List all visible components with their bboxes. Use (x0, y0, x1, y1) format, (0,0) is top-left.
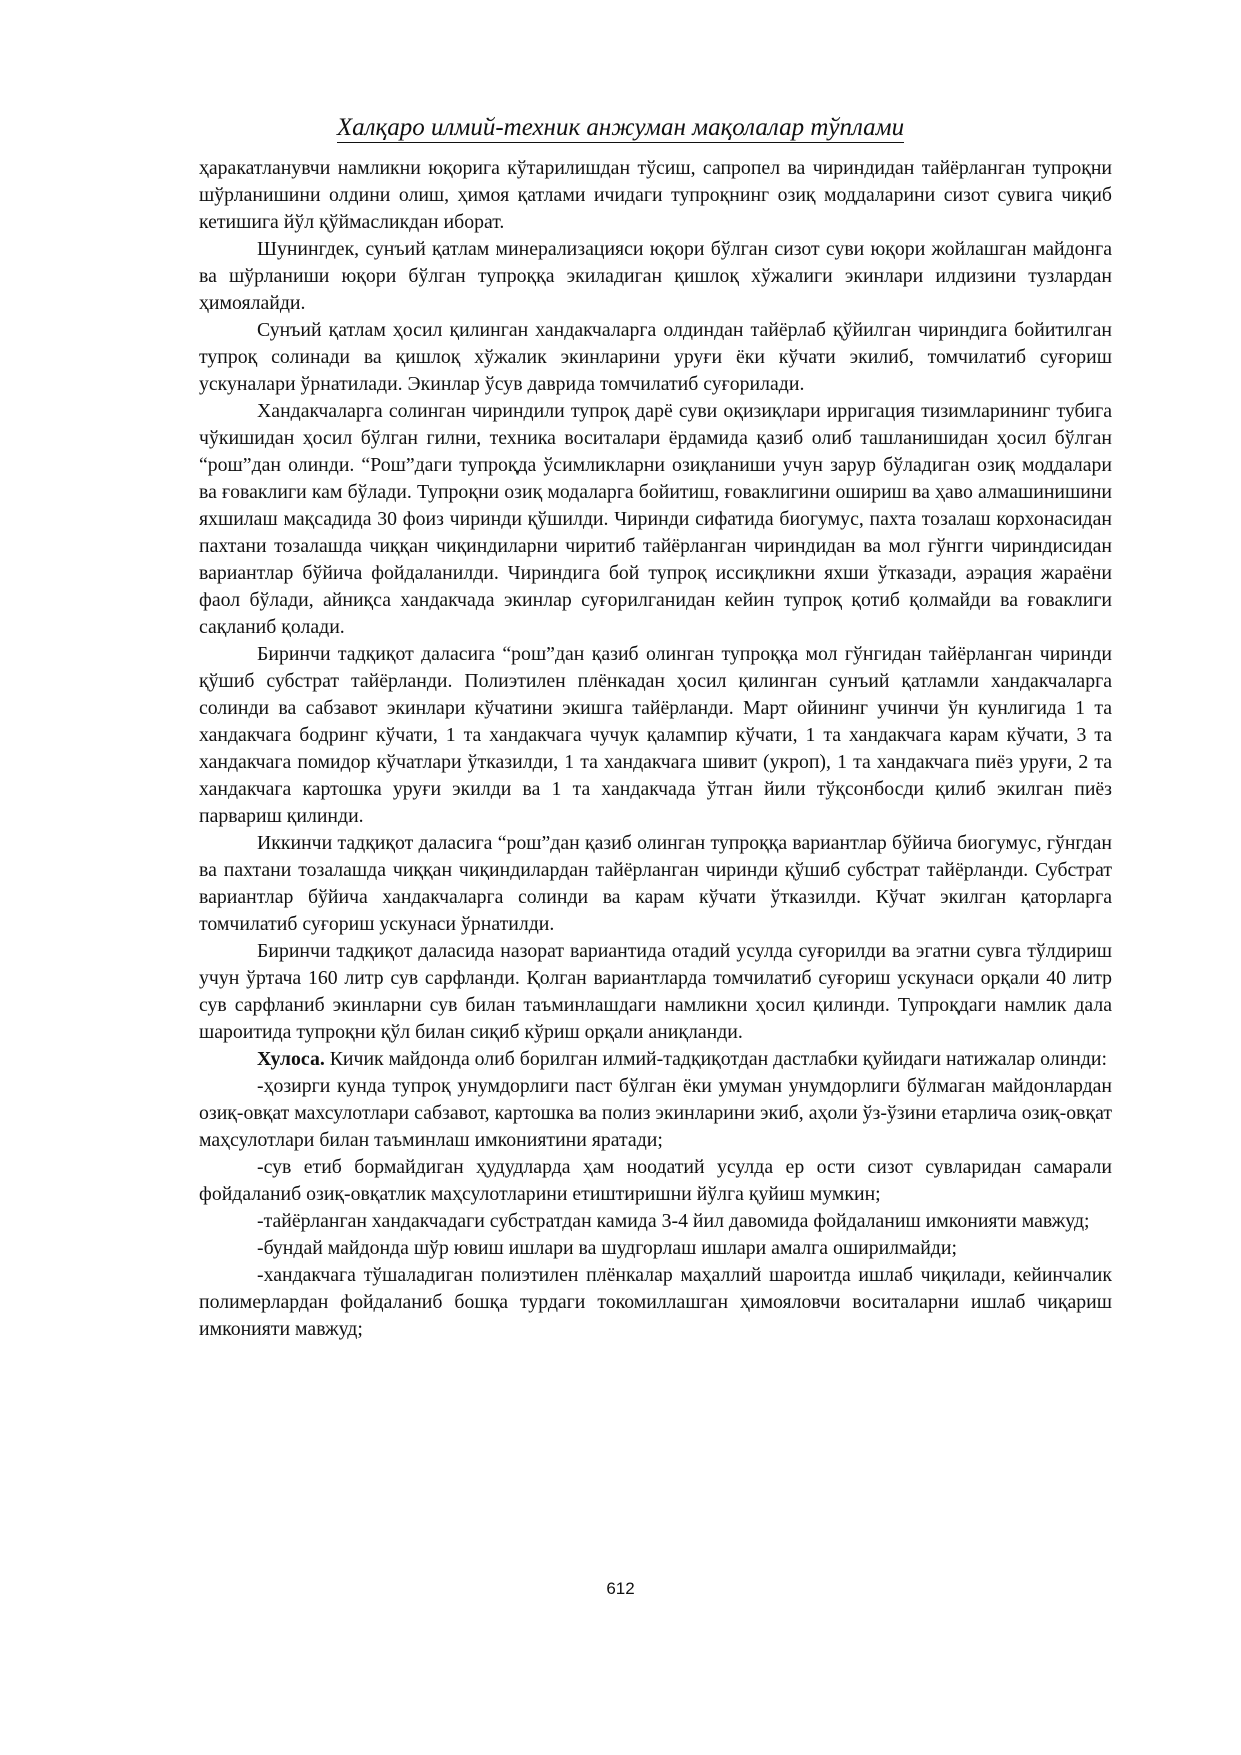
paragraph: Сунъий қатлам ҳосил қилинган хандакчаларга олдиндан тайёрлаб қўйилган чириндига бойитилган тупроқ солинади ва қишлоқ хўжалик экинларини уруғи ёки кўчати экилиб, томчилатиб суғориш ускуналари ўрнатилади. Экинлар ўсув даврида томчилатиб суғорилади. (199, 319, 1112, 395)
conclusion-item: -сув етиб бормайдиган ҳудудларда ҳам ноодатий усулда ер ости сизот сувларидан самарали фойдаланиб озиқ-овқатлик маҳсулотларини етиштиришни йўлга қуйиш мумкин; (199, 1156, 1112, 1205)
conclusion-item: -хандакчага тўшаладиган полиэтилен плёнкалар маҳаллий шароитда ишлаб чиқилади, кейинчалик полимерлардан фойдаланиб бошқа турдаги токомиллашган ҳимояловчи воситаларни ишлаб чиқариш имконияти мавжуд; (199, 1264, 1112, 1340)
conclusion-label: Хулоса. (257, 1048, 325, 1070)
conclusion-text: Кичик майдонда олиб борилган илмий-тадқиқотдан дастлабки қуйидаги натижалар олинди: (324, 1048, 1107, 1070)
paragraph: Шунингдек, сунъий қатлам минерализацияси юқори бўлган сизот суви юқори жойлашган майдонга ва шўрланиши юқори бўлган тупроққа экиладиган қишлоқ хўжалиги экинлари илдизини тузлардан ҳимоялайди. (199, 238, 1112, 314)
page-number: 612 (606, 1579, 635, 1598)
running-header-title: Халқаро илмий-техник анжуман мақолалар тўплами (336, 114, 905, 141)
article-body (199, 155, 1112, 1343)
conclusion-item: -тайёрланган хандакчадаги субстратдан камида 3-4 йил давомида фойдаланиш имконияти мавжуд; (257, 1210, 1090, 1232)
conclusion-paragraph (199, 1046, 1112, 1073)
running-header (0, 114, 1241, 142)
conclusion-item: -бундай майдонда шўр ювиш ишлари ва шудгорлаш ишлари амалга оширилмайди; (257, 1237, 957, 1259)
paragraph: Хандакчаларга солинган чириндили тупроқ дарё суви оқизиқлари ирригация тизимларининг тубига чўкишидан ҳосил бўлган гилни, техника воситалари ёрдамида қазиб олиб ташланишидан ҳосил бўлган “рош”дан олинди. “Рош”даги тупроқда ўсимликларни озиқланиши учун зарур бўладиган озиқ моддалари ва ғоваклиги кам бўлади. Тупроқни озиқ модаларга бойитиш, ғоваклигини ошириш ва ҳаво алмашинишини яхшилаш мақсадида 30 фоиз чиринди қўшилди. Чиринди сифатида биогумус, пахта тозалаш корхонасидан пахтани тозалашда чиққан чиқиндиларни чиритиб тайёрланган чириндидан ва мол гўнгги чириндисидан вариантлар бўйича фойдаланилди. Чириндига бой тупроқ иссиқликни яхши ўтказади, аэрация жараёни фаол бўлади, айниқса хандакчада экинлар суғорилганидан кейин тупроқ қотиб қолмайди ва ғоваклиги сақланиб қолади. (199, 400, 1112, 638)
conclusion-item: -ҳозирги кунда тупроқ унумдорлиги паст бўлган ёки умуман унумдорлиги бўлмаган майдонлардан озиқ-овқат махсулотлари сабзавот, картошка ва полиз экинларини экиб, аҳоли ўз-ўзини етарлича озиқ-овқат маҳсулотлари билан таъминлаш имкониятини яратади; (199, 1075, 1112, 1151)
paragraph: Биринчи тадқиқот даласига “рош”дан қазиб олинган тупроққа мол гўнгидан тайёрланган чиринди қўшиб субстрат тайёрланди. Полиэтилен плёнкадан ҳосил қилинган сунъий қатламли хандакчаларга солинди ва сабзавот экинлари кўчатини экишга тайёрланди. Март ойининг учинчи ўн кунлигида 1 та хандакчага бодринг кўчати, 1 та хандакчага чучук қалампир кўчати, 1 та хандакчага карам кўчати, 3 та хандакчага помидор кўчатлари ўтказилди, 1 та хандакчага шивит (укроп), 1 та хандакчага пиёз уруғи, 2 та хандакчага картошка уруғи экилди ва 1 та хандакчада ўтган йили тўқсонбосди қилиб экилган пиёз парвариш қилинди. (199, 643, 1112, 827)
paragraph-continuation: ҳаракатланувчи намликни юқорига кўтарилишдан тўсиш, сапропел ва чириндидан тайёрланган тупроқни шўрланишини олдини олиш, ҳимоя қатлами ичидаги тупроқнинг озиқ моддаларини сизот сувига чиқиб кетишига йўл қўймасликдан иборат. (199, 157, 1112, 233)
paragraph: Биринчи тадқиқот даласида назорат вариантида отадий усулда суғорилди ва эгатни сувга тўлдириш учун ўртача 160 литр сув сарфланди. Қолган вариантларда томчилатиб суғориш ускунаси орқали 40 литр сув сарфланиб экинларни сув билан таъминлашдаги намликни ҳосил қилинди. Тупроқдаги намлик дала шароитида тупроқни қўл билан сиқиб кўриш орқали аниқланди. (199, 940, 1112, 1043)
paragraph: Иккинчи тадқиқот даласига “рош”дан қазиб олинган тупроққа вариантлар бўйича биогумус, гўнгдан ва пахтани тозалашда чиққан чиқиндилардан тайёрланган чиринди қўшиб субстрат тайёрланди. Субстрат вариантлар бўйича хандакчаларга солинди ва карам кўчати ўтказилди. Кўчат экилган қаторларга томчилатиб суғориш ускунаси ўрнатилди. (199, 832, 1112, 935)
